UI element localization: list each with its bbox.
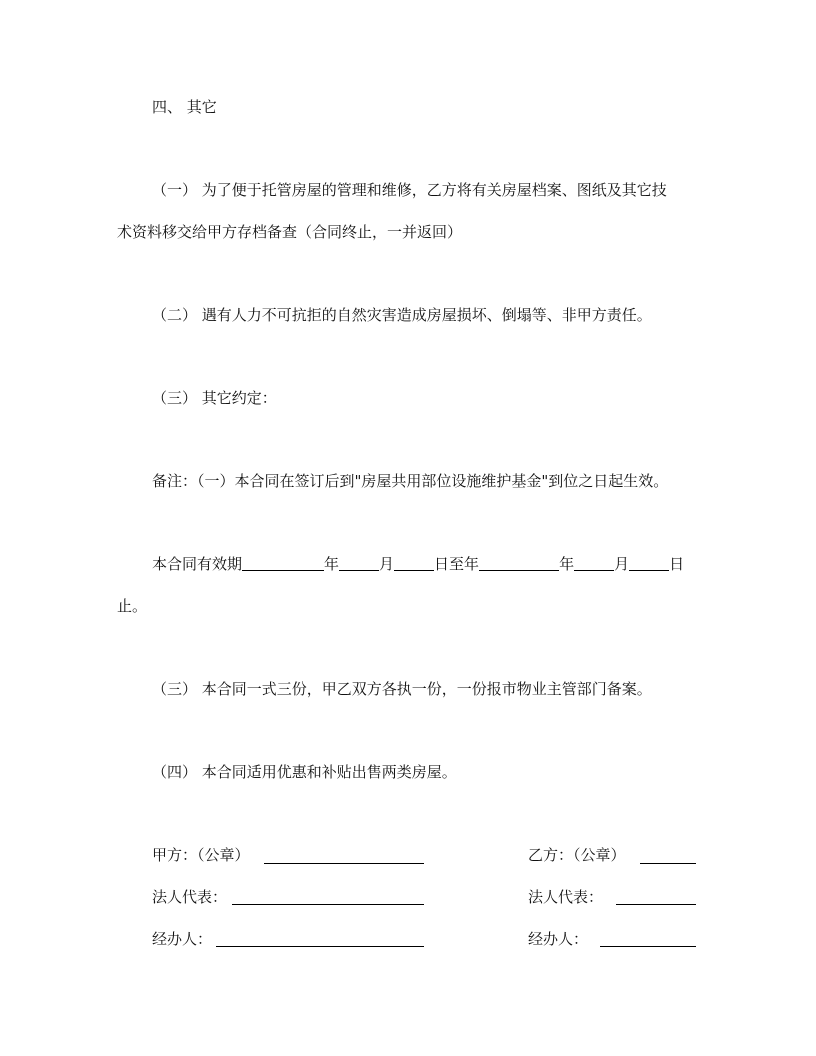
item-1-line-1: （一） 为了便于托管房屋的管理和维修，乙方将有关房屋档案、图纸及其它技 (152, 181, 667, 199)
item-2: （二） 遇有人力不可抗拒的自然灾害造成房屋损坏、倒塌等、非甲方责任。 (152, 306, 652, 324)
validity-wrap: 止。 (117, 597, 148, 615)
day-label-2: 日 (669, 555, 685, 573)
handler-a-label: 经办人： (152, 930, 213, 948)
handler-b-signature-line[interactable] (600, 945, 696, 947)
handler-a-signature-line[interactable] (216, 945, 424, 947)
section-heading: 四、 其它 (152, 98, 217, 116)
validity-line (152, 554, 684, 574)
month-label-2: 月 (614, 555, 630, 573)
party-b-label: 乙方：（公章） (528, 846, 626, 864)
legal-rep-b-signature-line[interactable] (616, 903, 696, 905)
blank-day-end[interactable] (629, 554, 669, 571)
blank-year-start[interactable] (242, 554, 324, 571)
blank-day-start[interactable] (394, 554, 434, 571)
legal-rep-a-signature-line[interactable] (232, 903, 424, 905)
note-4: （四） 本合同适用优惠和补贴出售两类房屋。 (152, 763, 457, 781)
party-a-label: 甲方：（公章） (152, 846, 250, 864)
party-b-signature-line[interactable] (640, 862, 696, 864)
handler-b-label: 经办人： (528, 930, 589, 948)
month-label-1: 月 (379, 555, 395, 573)
party-a-signature-line[interactable] (264, 862, 424, 864)
blank-month-start[interactable] (339, 554, 379, 571)
year-label-2: 年 (559, 555, 575, 573)
legal-rep-b-label: 法人代表： (528, 888, 604, 906)
blank-year-end[interactable] (479, 554, 559, 571)
year-label-1: 年 (324, 555, 340, 573)
validity-prefix: 本合同有效期 (152, 555, 243, 573)
item-1-line-2: 术资料移交给甲方存档备查（合同终止，一并返回） (117, 223, 463, 241)
legal-rep-a-label: 法人代表： (152, 888, 228, 906)
note-3: （三） 本合同一式三份，甲乙双方各执一份，一份报市物业主管部门备案。 (152, 680, 652, 698)
item-3: （三） 其它约定： (152, 389, 277, 407)
note-1: 备注：（一）本合同在签订后到"房屋共用部位设施维护基金"到位之日起生效。 (152, 472, 669, 490)
day-to-label: 日至年 (434, 555, 480, 573)
blank-month-end[interactable] (574, 554, 614, 571)
